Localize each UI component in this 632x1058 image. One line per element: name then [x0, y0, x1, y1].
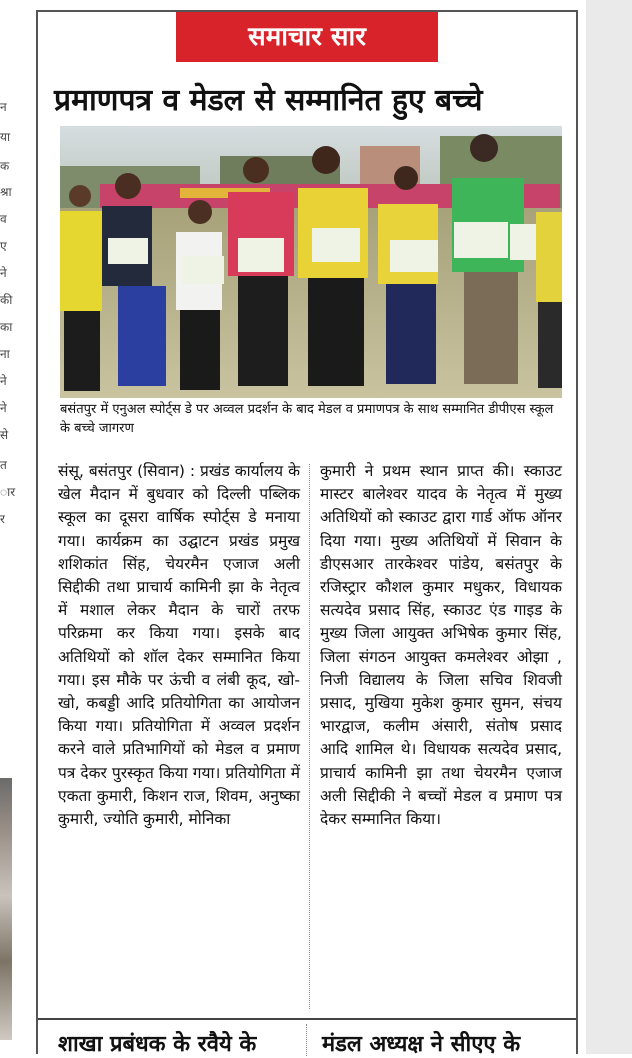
- margin-fragment: क: [0, 159, 10, 173]
- margin-fragment: न: [0, 100, 7, 114]
- adjacent-column-fragment: [0, 0, 22, 1054]
- margin-fragment: ने: [0, 401, 7, 415]
- margin-fragment: ए: [0, 239, 7, 253]
- margin-fragment: ने: [0, 374, 7, 388]
- next-headline-left: शाखा प्रबंधक के रवैये के: [58, 1032, 257, 1057]
- section-kicker: समाचार सार: [176, 12, 438, 62]
- article-body-column-right: कुमारी ने प्रथम स्थान प्राप्त की। स्काउट मास्टर बालेश्वर यादव के नेतृत्व में मुख्य अतिथियों को स्काउट द्वारा गार्ड ऑफ ऑनर दिया गया। मुख्य अतिथियों में सिवान के डीएसआर तारकेश्वर पांडेय, बसंतपुर के रजिस्ट्रार कौशल कुमार मधुकर, विधायक सत्यदेव प्रसाद सिंह, स्काउट एंड गाइड के मुख्य जिला आयुक्त अभिषेक कुमार सिंह, जिला संगठन आयुक्त कमलेश्वर ओझा , निजी विद्यालय के जिला सचिव शिवजी प्रसाद, मुखिया मुकेश कुमार सुमन, संचय भारद्वाज, कलीम अंसारी, संतोष प्रसाद आदि शामिल थे। विधायक सत्यदेव प्रसाद, प्राचार्य कामिनी झा तथा चेयरमैन एजाज अली सिद्दीकी ने बच्चों मेडल व प्रमाण पत्र देकर सम्मानित किया।: [320, 462, 562, 829]
- column-divider: [309, 464, 311, 1009]
- photo-caption: बसंतपुर में एनुअल स्पोर्ट्स डे पर अव्वल प्रदर्शन के बाद मेडल व प्रमाणपत्र के साथ सम्मानित डीपीएस स्कूल के बच्चे जागरण: [60, 402, 554, 436]
- margin-fragment: ने: [0, 266, 7, 280]
- margin-fragment: या: [0, 130, 11, 144]
- section-divider: [38, 1018, 576, 1020]
- margin-fragment: श्रा: [0, 185, 12, 199]
- article-body-column-left: संसू, बसंतपुर (सिवान) : प्रखंड कार्यालय के खेल मैदान में बुधवार को दिल्ली पब्लिक स्कूल का दूसरा वार्षिक स्पोर्ट्स डे मनाया गया। कार्यक्रम का उद्घाटन प्रखंड प्रमुख शशिकांत सिंह, चेयरमैन एजाज अली सिद्दीकी तथा प्राचार्य कामिनी झा के नेतृत्व में मशाल लेकर मैदान के चारों तरफ परिक्रमा कर किया गया। इसके बाद अतिथियों को शॉल देकर सम्मानित किया गया। इस मौके पर ऊंची व लंबी कूद, खो-खो, कबड्डी आदि प्रतियोगिता का आयोजन किया गया। प्रतियोगिता में अव्वल प्रदर्शन करने वाले प्रतिभागियों को मेडल व प्रमाण पत्र देकर पुरस्कृत किया गया। प्रतियोगिता में एकता कुमारी, किशन राज, शिवम, अनुष्का कुमारी, ज्योति कुमारी, मोनिका: [58, 462, 300, 829]
- margin-fragment: र: [0, 512, 5, 526]
- margin-fragment: से: [0, 428, 9, 442]
- adjacent-pane: [586, 0, 632, 1054]
- margin-fragment: व: [0, 212, 7, 226]
- margin-fragment: त: [0, 458, 7, 472]
- column-divider: [306, 1024, 308, 1056]
- news-article: [36, 10, 578, 1057]
- next-headline-right: मंडल अध्यक्ष ने सीएए के: [322, 1032, 521, 1057]
- margin-fragment: ना: [0, 347, 10, 361]
- margin-fragment: का: [0, 320, 13, 334]
- margin-fragment: ार: [0, 485, 16, 499]
- article-headline: प्रमाणपत्र व मेडल से सम्मानित हुए बच्चे: [54, 83, 483, 118]
- article-photo: [60, 126, 562, 398]
- adjacent-photo-edge: [0, 778, 12, 1040]
- margin-fragment: की: [0, 293, 13, 307]
